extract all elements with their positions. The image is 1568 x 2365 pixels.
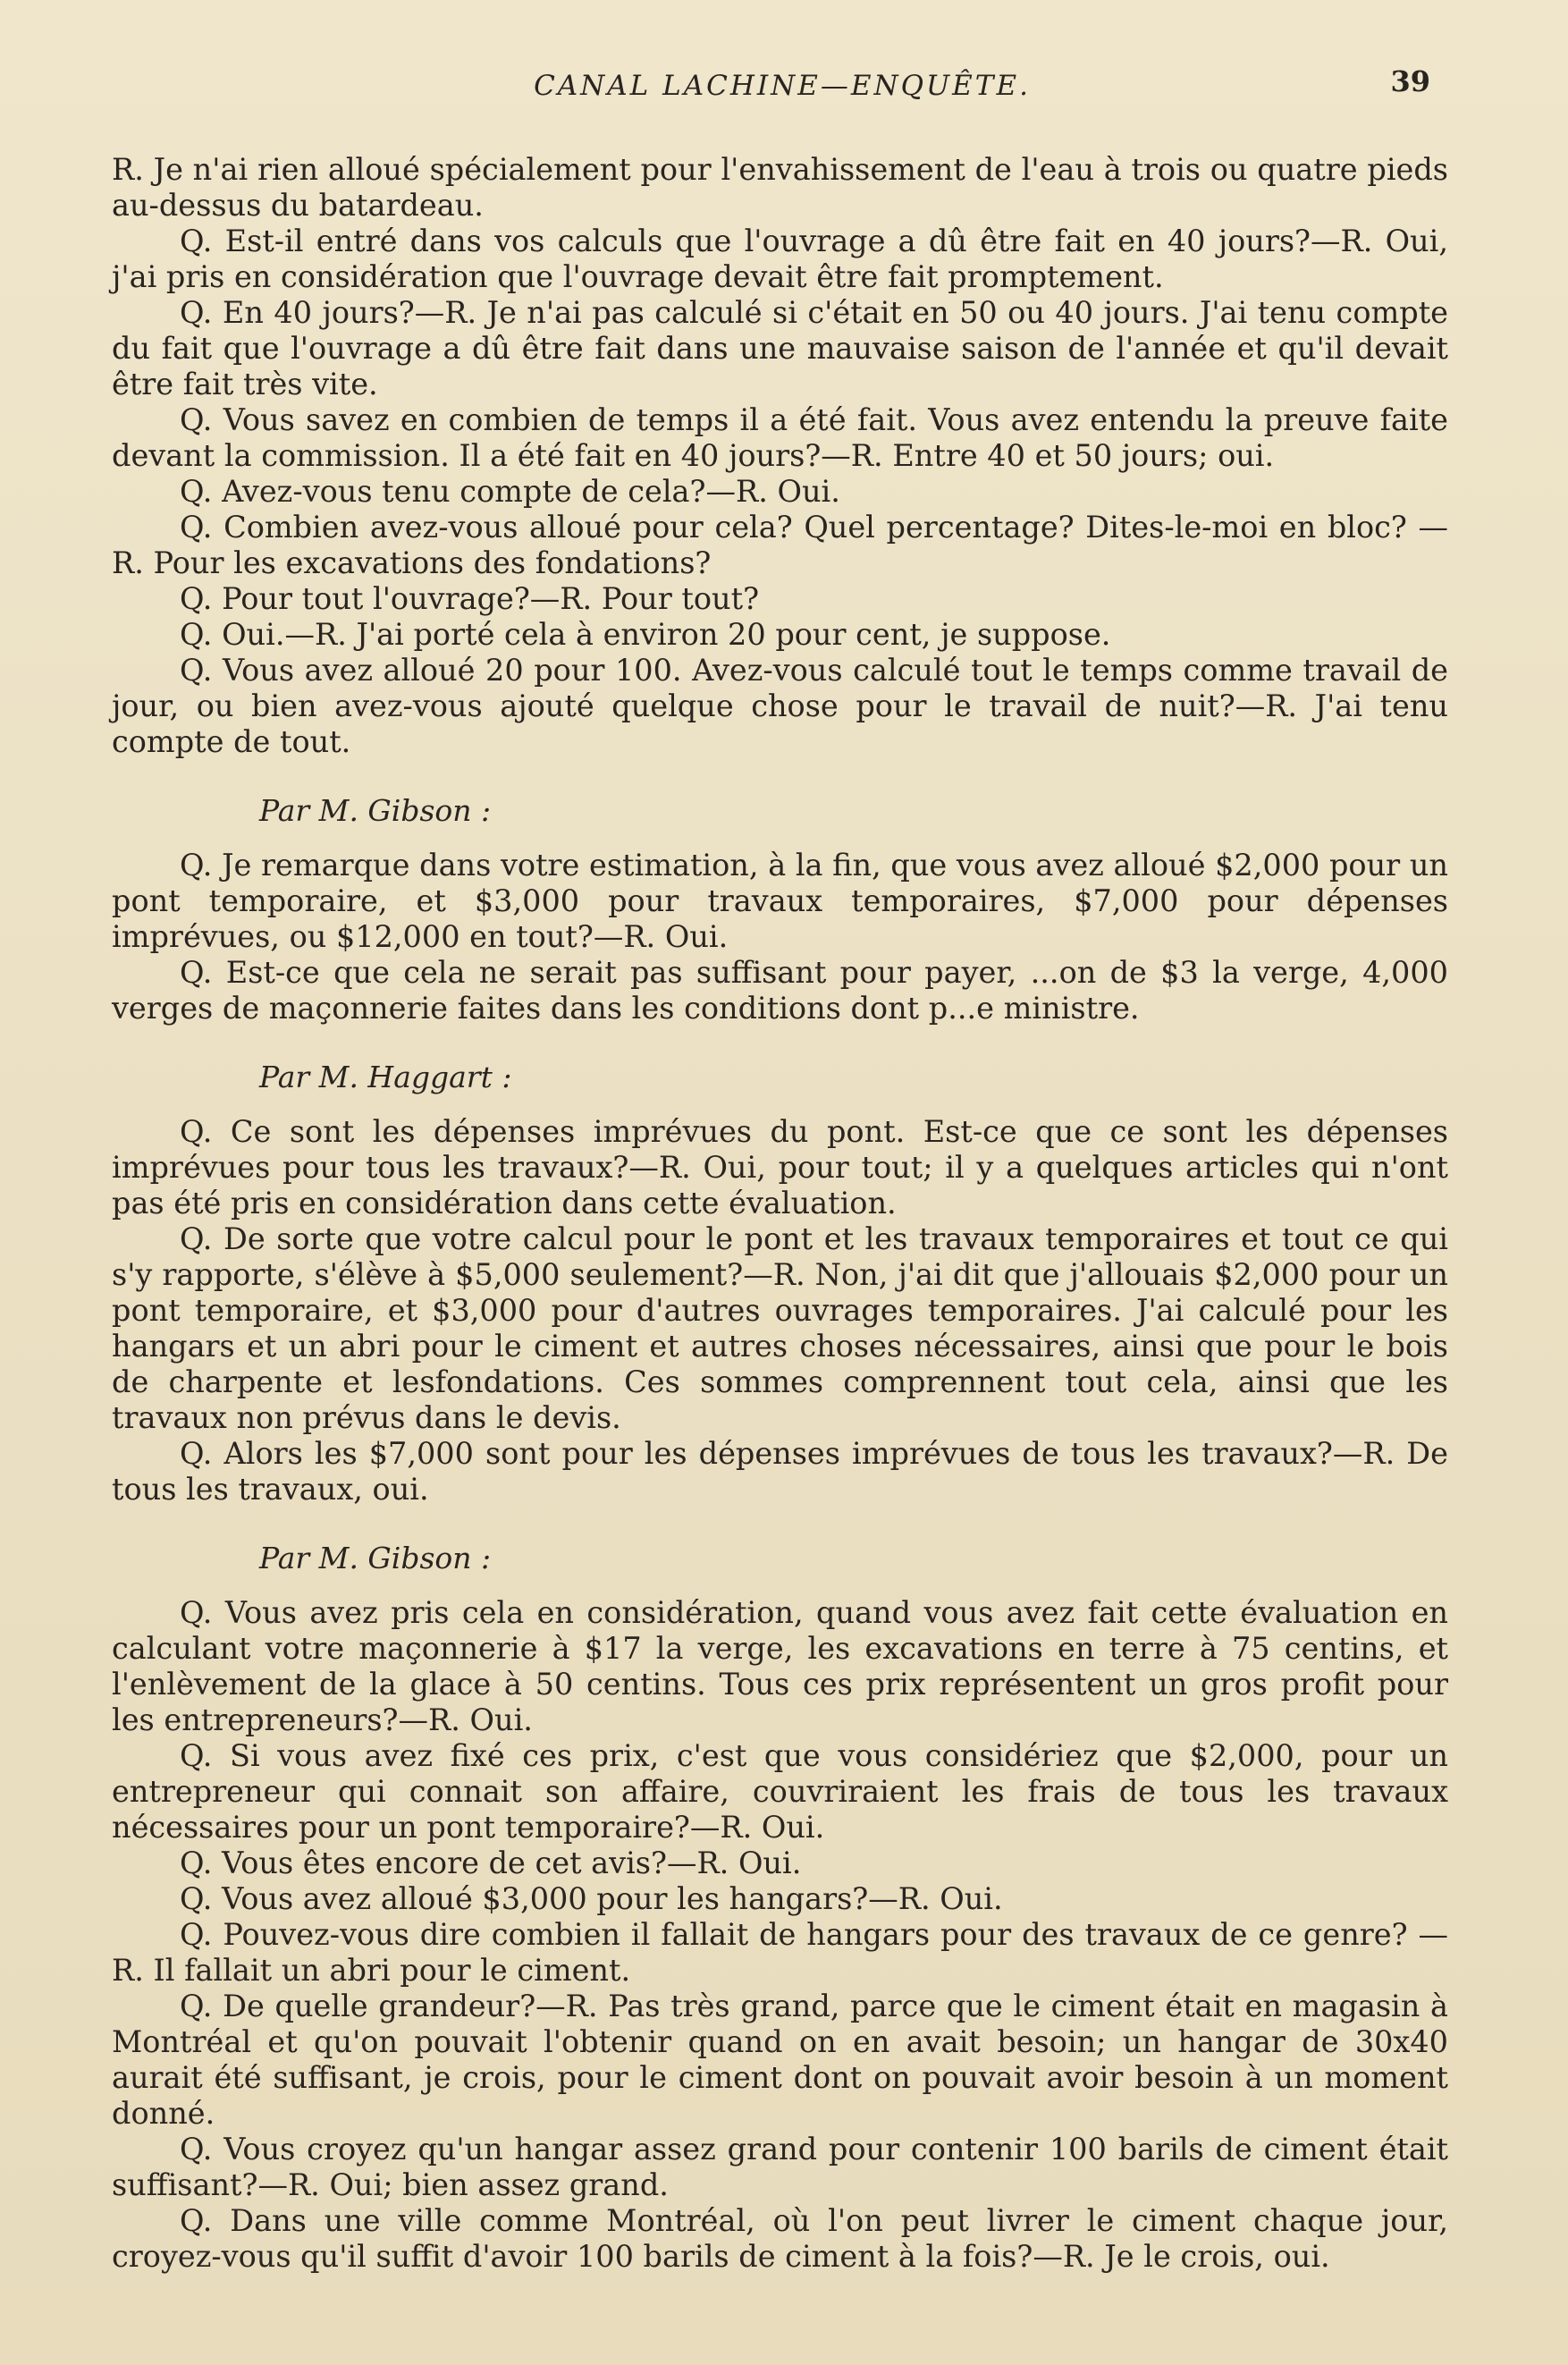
testimony-paragraph: Q. Vous avez pris cela en considération, quand vous avez fait cette évaluation en calculant votre maçonnerie à $17 la verge, les excavations en terre à 75 centins, et l'enlèvement de la glace à 50 centins. Tous ces prix représentent un gros profit pour les entrepreneurs?—R. Oui. (112, 1595, 1448, 1737)
testimony-paragraph: Q. Avez-vous tenu compte de cela?—R. Oui. (180, 474, 840, 509)
testimony-paragraph: Q. Est-il entré dans vos calculs que l'ouvrage a dû être fait en 40 jours?—R. Oui, j'ai pris en considération que l'ouvrage devait être fait promptement. (112, 224, 1448, 294)
speaker-heading: Par M. Haggart : (259, 1060, 512, 1094)
page-number: 39 (1390, 64, 1430, 98)
testimony-paragraph: Q. Vous avez alloué $3,000 pour les hangars?—R. Oui. (180, 1881, 1003, 1916)
testimony-paragraph: Q. Alors les $7,000 sont pour les dépenses imprévues de tous les travaux?—R. De tous les travaux, oui. (112, 1436, 1448, 1507)
testimony-paragraph: Q. Est-ce que cela ne serait pas suffisant pour payer, ...on de $3 la verge, 4,000 verges de maçonnerie faites dans les conditions dont p...e ministre. (112, 955, 1448, 1026)
testimony-paragraph: Q. Vous croyez qu'un hangar assez grand pour contenir 100 barils de ciment était suffisant?—R. Oui; bien assez grand. (112, 2132, 1448, 2202)
testimony-paragraph: Q. Ce sont les dépenses imprévues du pont. Est-ce que ce sont les dépenses imprévues pour tous les travaux?—R. Oui, pour tout; il y a quelques articles qui n'ont pas été pris en considération dans cette évaluation. (112, 1114, 1448, 1221)
testimony-paragraph: Q. Je remarque dans votre estimation, à la fin, que vous avez alloué $2,000 pour un pont temporaire, et $3,000 pour travaux temporaires, $7,000 pour dépenses imprévues, ou $12,000 en tout?—R. Oui. (112, 848, 1448, 954)
testimony-paragraph: R. Je n'ai rien alloué spécialement pour l'envahissement de l'eau à trois ou quatre pieds au-dessus du batardeau. (112, 152, 1448, 223)
page-header (116, 57, 1448, 111)
speaker-heading: Par M. Gibson : (259, 1541, 492, 1575)
speaker-heading: Par M. Gibson : (259, 793, 492, 828)
page-body (112, 152, 1448, 2275)
testimony-paragraph: Q. En 40 jours?—R. Je n'ai pas calculé si c'était en 50 ou 40 jours. J'ai tenu compte du fait que l'ouvrage a dû être fait dans une mauvaise saison de l'année et qu'il devait être fait très vite. (112, 295, 1448, 401)
testimony-paragraph: Q. Pour tout l'ouvrage?—R. Pour tout? (180, 581, 760, 616)
testimony-paragraph: Q. Oui.—R. J'ai porté cela à environ 20 pour cent, je suppose. (180, 617, 1111, 652)
testimony-paragraph: Q. Vous avez alloué 20 pour 100. Avez-vous calculé tout le temps comme travail de jour, ou bien avez-vous ajouté quelque chose pour le travail de nuit?—R. J'ai tenu compte de tout. (112, 653, 1448, 759)
testimony-paragraph: Q. Vous êtes encore de cet avis?—R. Oui. (180, 1846, 802, 1880)
testimony-paragraph: Q. Pouvez-vous dire combien il fallait de hangars pour des travaux de ce genre? —R. Il fallait un abri pour le ciment. (112, 1917, 1448, 1988)
testimony-paragraph: Q. Dans une ville comme Montréal, où l'on peut livrer le ciment chaque jour, croyez-vous qu'il suffit d'avoir 100 barils de ciment à la fois?—R. Je le crois, oui. (112, 2203, 1448, 2274)
running-title: CANAL LACHINE—ENQUÊTE. (534, 70, 1031, 102)
testimony-paragraph: Q. Combien avez-vous alloué pour cela? Quel percentage? Dites-le-moi en bloc? —R. Pour les excavations des fondations? (112, 510, 1448, 580)
testimony-paragraph: Q. De sorte que votre calcul pour le pont et les travaux temporaires et tout ce qui s'y rapporte, s'élève à $5,000 seulement?—R. Non, j'ai dit que j'allouais $2,000 pour un pont temporaire, et $3,000 pour d'autres ouvrages temporaires. J'ai calculé pour les hangars et un abri pour le ciment et autres choses nécessaires, ainsi que pour le bois de charpente et lesfondations. Ces sommes comprennent tout cela, ainsi que les travaux non prévus dans le devis. (112, 1221, 1448, 1435)
testimony-paragraph: Q. Vous savez en combien de temps il a été fait. Vous avez entendu la preuve faite devant la commission. Il a été fait en 40 jours?—R. Entre 40 et 50 jours; oui. (112, 402, 1448, 473)
testimony-paragraph: Q. De quelle grandeur?—R. Pas très grand, parce que le ciment était en magasin à Montréal et qu'on pouvait l'obtenir quand on en avait besoin; un hangar de 30x40 aurait été suffisant, je crois, pour le ciment dont on pouvait avoir besoin à un moment donné. (112, 1989, 1448, 2131)
testimony-paragraph: Q. Si vous avez fixé ces prix, c'est que vous considériez que $2,000, pour un entrepreneur qui connait son affaire, couvriraient les frais de tous les travaux nécessaires pour un pont temporaire?—R. Oui. (112, 1738, 1448, 1845)
